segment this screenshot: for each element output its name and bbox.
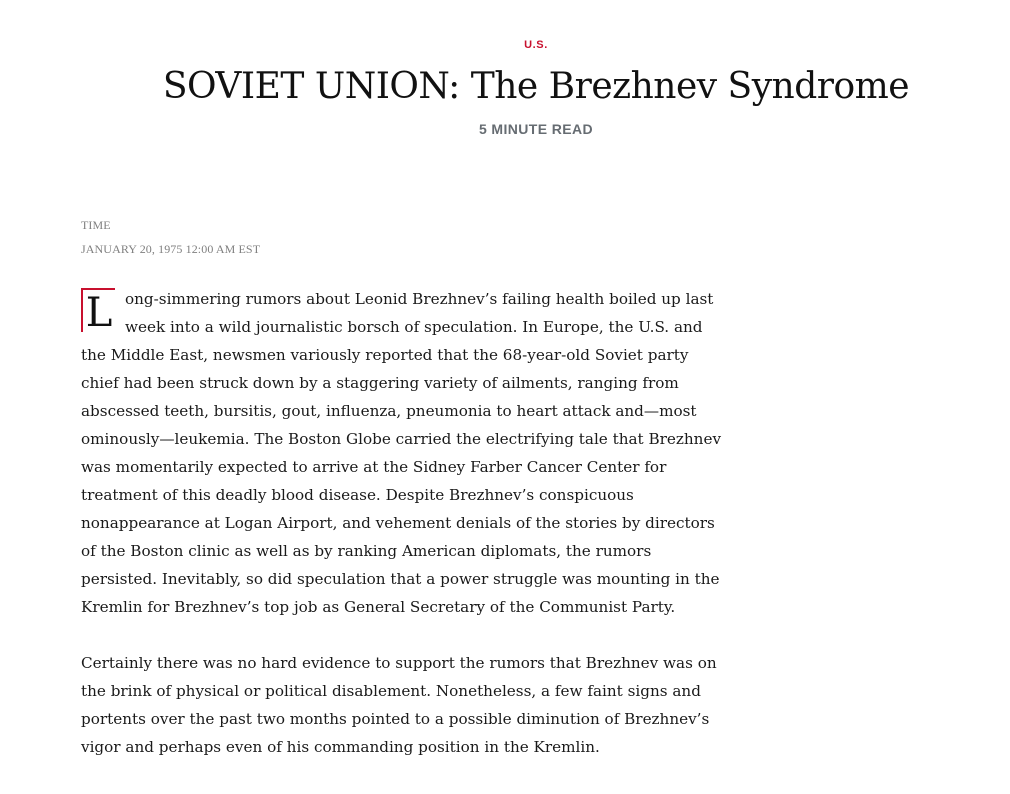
paragraph-2: Certainly there was no hard evidence to support the rumors that Brezhnev was on the brink of physical or political disablement. Nonetheless, a few faint signs and portents over the past two months pointed to a possible diminution of Brezhnev’s vigor and perhaps even of his commanding position in the Kremlin. (81, 654, 717, 756)
publish-date: JANUARY 20, 1975 12:00 AM EST (81, 242, 261, 256)
byline-source: TIME (81, 218, 111, 232)
article-body (81, 285, 727, 789)
drop-cap: L (81, 288, 115, 332)
paragraph-1-text: ong-simmering rumors about Leonid Brezhnev’s failing health boiled up last week into a wild journalistic borsch of speculation. In Europe, the U.S. and the Middle East, newsmen variously reported that the 68-year-old Soviet party chief had been struck down by a staggering variety of ailments, ranging from abscessed teeth, bursitis, gout, influenza, pneumonia to heart attack and—most ominously—leukemia. The Boston Globe carried the electrifying tale that Brezhnev was momentarily expected to arrive at the Sidney Farber Cancer Center for treatment of this deadly blood disease. Despite Brezhnev’s conspicuous nonappearance at Logan Airport, and vehement denials of the stories by directors of the Boston clinic as well as by ranking American diplomats, the rumors persisted. Inevitably, so did speculation that a power struggle was mounting in the Kremlin for Brezhnev’s top job as General Secretary of the Communist Party. (81, 290, 722, 616)
page-title: SOVIET UNION: The Brezhnev Syndrome (162, 66, 910, 107)
section-label-link[interactable]: U.S. (524, 39, 548, 51)
paragraph-1 (81, 285, 727, 621)
byline (81, 218, 260, 256)
read-time: 5 MINUTE READ (478, 121, 594, 137)
